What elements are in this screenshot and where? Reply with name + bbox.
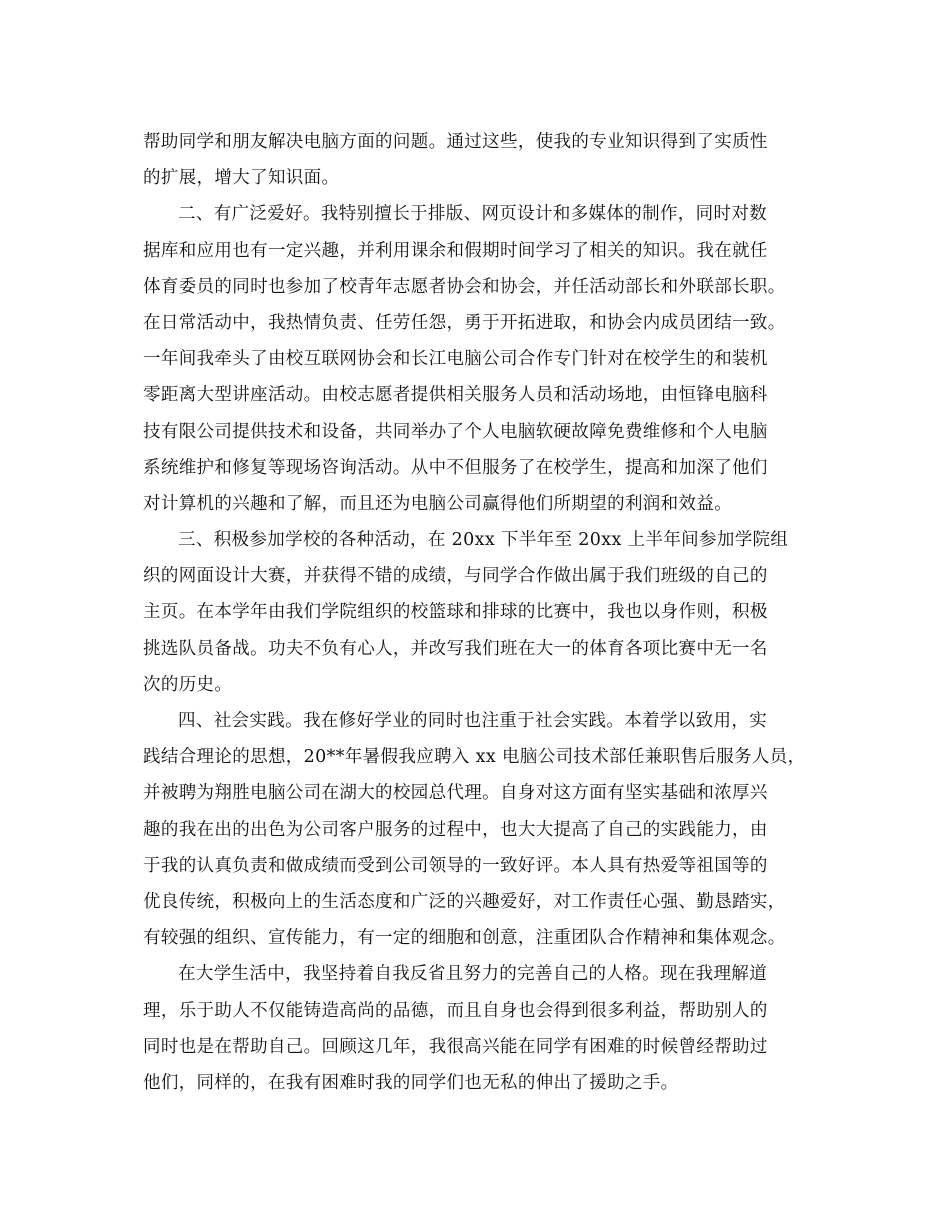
text-line: 三、积极参加学校的各种活动，在 20xx 下半年至 20xx 上半年间参加学院组 [178, 530, 789, 551]
text-line: 四、社会实践。我在修好学业的同时也注重于社会实践。本着学以致用，实 [178, 711, 768, 731]
text-line: 在大学生活中，我坚持着自我反省且努力的完善自己的人格。现在我理解道 [178, 964, 768, 985]
text-line: 对计算机的兴趣和了解，而且还为电脑公司赢得他们所期望的利润和效益。 [143, 493, 733, 514]
text-line: 次的历史。 [143, 674, 233, 695]
paragraph-practice [143, 703, 811, 956]
text-line: 同时也是在帮助自己。回顾这几年，我很高兴能在同学有困难的时候曾经帮助过 [143, 1036, 768, 1057]
text-line: 的扩展，增大了知识面。 [143, 168, 340, 189]
text-line: 理，乐于助人不仅能铸造高尚的品德，而且自身也会得到很多利益，帮助别人的 [143, 1000, 768, 1021]
text-line: 织的网面设计大赛，并获得不错的成绩，与同学合作做出属于我们班级的自己的 [143, 566, 768, 587]
text-line: 他们，同样的，在我有困难时我的同学们也无私的伸出了援助之手。 [143, 1072, 679, 1093]
text-line: 主页。在本学年由我们学院组织的校篮球和排球的比赛中，我也以身作则，积极 [143, 602, 768, 623]
paragraph-hobbies [143, 196, 811, 522]
text-line: 并被聘为翔胜电脑公司在湖大的校园总代理。自身对这方面有坚实基础和浓厚兴 [143, 783, 768, 804]
paragraph-continuation [143, 124, 811, 196]
paragraph-activities [143, 522, 811, 703]
text-line: 帮助同学和朋友解决电脑方面的问题。通过这些，使我的专业知识得到了实质性 [143, 132, 768, 152]
text-line: 体育委员的同时也参加了校青年志愿者协会和协会，并任活动部长和外联部长职。 [143, 276, 786, 297]
text-line: 据库和应用也有一定兴趣，并利用课余和假期时间学习了相关的知识。我在就任 [143, 240, 768, 261]
text-line: 二、有广泛爱好。我特别擅长于排版、网页设计和多媒体的制作，同时对数 [178, 204, 768, 225]
text-line: 优良传统，积极向上的生活态度和广泛的兴趣爱好，对工作责任心强、勤恳踏实， [143, 891, 786, 912]
paragraph-university-life [143, 956, 811, 1101]
text-line: 在日常活动中，我热情负责、任劳任怨，勇于开拓进取，和协会内成员团结一致。 [143, 312, 786, 333]
text-line: 挑选队员备战。功夫不负有心人，并改写我们班在大一的体育各项比赛中无一名 [143, 638, 768, 659]
text-line: 零距离大型讲座活动。由校志愿者提供相关服务人员和活动场地，由恒锋电脑科 [143, 385, 768, 406]
text-line: 于我的认真负责和做成绩而受到公司领导的一致好评。本人具有热爱等祖国等的 [143, 855, 768, 876]
text-line: 有较强的组织、宣传能力，有一定的细胞和创意，注重团队合作精神和集体观念。 [143, 928, 786, 949]
text-line: 系统维护和修复等现场咨询活动。从中不但服务了在校学生，提高和加深了他们 [143, 457, 768, 478]
text-line: 趣的我在出的出色为公司客户服务的过程中，也大大提高了自己的实践能力，由 [143, 819, 768, 840]
text-line: 一年间我牵头了由校互联网协会和长江电脑公司合作专门针对在校学生的和装机 [143, 349, 768, 370]
text-line: 践结合理论的思想，20**年暑假我应聘入 xx 电脑公司技术部任兼职售后服务人员， [143, 747, 806, 768]
text-line: 技有限公司提供技术和设备，共同举办了个人电脑软硬故障免费维修和个人电脑 [143, 421, 768, 442]
document-body [143, 124, 811, 1101]
